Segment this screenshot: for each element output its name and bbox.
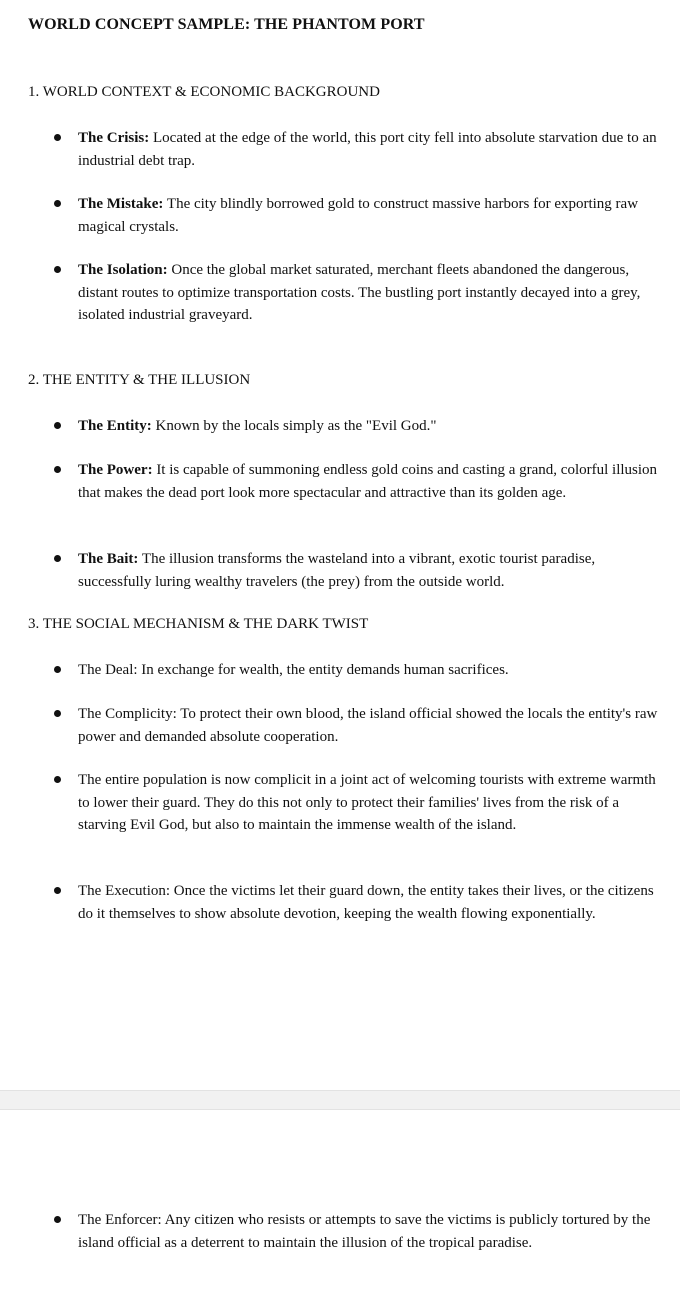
list-item — [78, 703, 660, 748]
item-text: Located at the edge of the world, this port city fell into absolute starvation due to an industrial debt trap. — [78, 130, 657, 169]
bullet-icon — [54, 134, 61, 141]
list-item — [78, 548, 660, 593]
item-text: The Complicity: To protect their own blood, the island official showed the locals the entity's raw power and demanded absolute cooperation. — [78, 706, 658, 745]
list-item — [78, 415, 660, 438]
item-text: The Enforcer: Any citizen who resists or attempts to save the victims is publicly tortured by the island official as a deterrent to maintain the illusion of the tropical paradise. — [78, 1212, 651, 1251]
bullet-icon — [54, 422, 61, 429]
section-heading-1: 1. WORLD CONTEXT & ECONOMIC BACKGROUND — [28, 84, 380, 100]
item-lead: The Crisis: — [78, 130, 150, 146]
bullet-icon — [54, 266, 61, 273]
list-item — [78, 127, 660, 172]
list-item — [78, 259, 660, 327]
section-heading-3: 3. THE SOCIAL MECHANISM & THE DARK TWIST — [28, 616, 369, 632]
item-lead: The Entity: — [78, 418, 152, 434]
list-item — [78, 459, 660, 504]
item-lead: The Mistake: — [78, 196, 164, 212]
bullet-icon — [54, 887, 61, 894]
item-text: The illusion transforms the wasteland into a vibrant, exotic tourist paradise, successfully luring wealthy travelers (the prey) from the outside world. — [78, 551, 596, 590]
item-lead: The Isolation: — [78, 262, 168, 278]
item-text: The entire population is now complicit in a joint act of welcoming tourists with extreme warmth to lower their guard. They do this not only to protect their families' lives from the risk of a starving Evil God, but also to maintain the immense wealth of the island. — [78, 772, 656, 833]
item-text: The city blindly borrowed gold to construct massive harbors for exporting raw magical crystals. — [78, 196, 639, 235]
bullet-icon — [54, 1216, 61, 1223]
item-text: Once the global market saturated, merchant fleets abandoned the dangerous, distant routes to optimize transportation costs. The bustling port instantly decayed into a grey, isolated industrial graveyard. — [78, 262, 641, 323]
item-lead: The Power: — [78, 462, 153, 478]
item-text: The Execution: Once the victims let their guard down, the entity takes their lives, or the citizens do it themselves to show absolute devotion, keeping the wealth flowing exponentially. — [78, 883, 654, 922]
item-lead: The Bait: — [78, 551, 139, 567]
bullet-icon — [54, 466, 61, 473]
list-item — [78, 659, 660, 682]
item-text: The Deal: In exchange for wealth, the entity demands human sacrifices. — [78, 662, 509, 678]
bullet-icon — [54, 666, 61, 673]
bullet-icon — [54, 555, 61, 562]
bullet-icon — [54, 776, 61, 783]
section-heading-2: 2. THE ENTITY & THE ILLUSION — [28, 372, 251, 388]
bullet-icon — [54, 710, 61, 717]
document-title: WORLD CONCEPT SAMPLE: THE PHANTOM PORT — [28, 16, 425, 33]
page-break — [0, 1090, 680, 1110]
list-item — [78, 1209, 660, 1254]
bullet-icon — [54, 200, 61, 207]
item-text: Known by the locals simply as the "Evil God." — [151, 418, 437, 434]
list-item — [78, 880, 660, 925]
document-page-2 — [0, 1110, 680, 1306]
item-text: It is capable of summoning endless gold coins and casting a grand, colorful illusion that makes the dead port look more spectacular and attractive than its golden age. — [78, 462, 658, 501]
list-item — [78, 193, 660, 238]
list-item — [78, 769, 660, 837]
